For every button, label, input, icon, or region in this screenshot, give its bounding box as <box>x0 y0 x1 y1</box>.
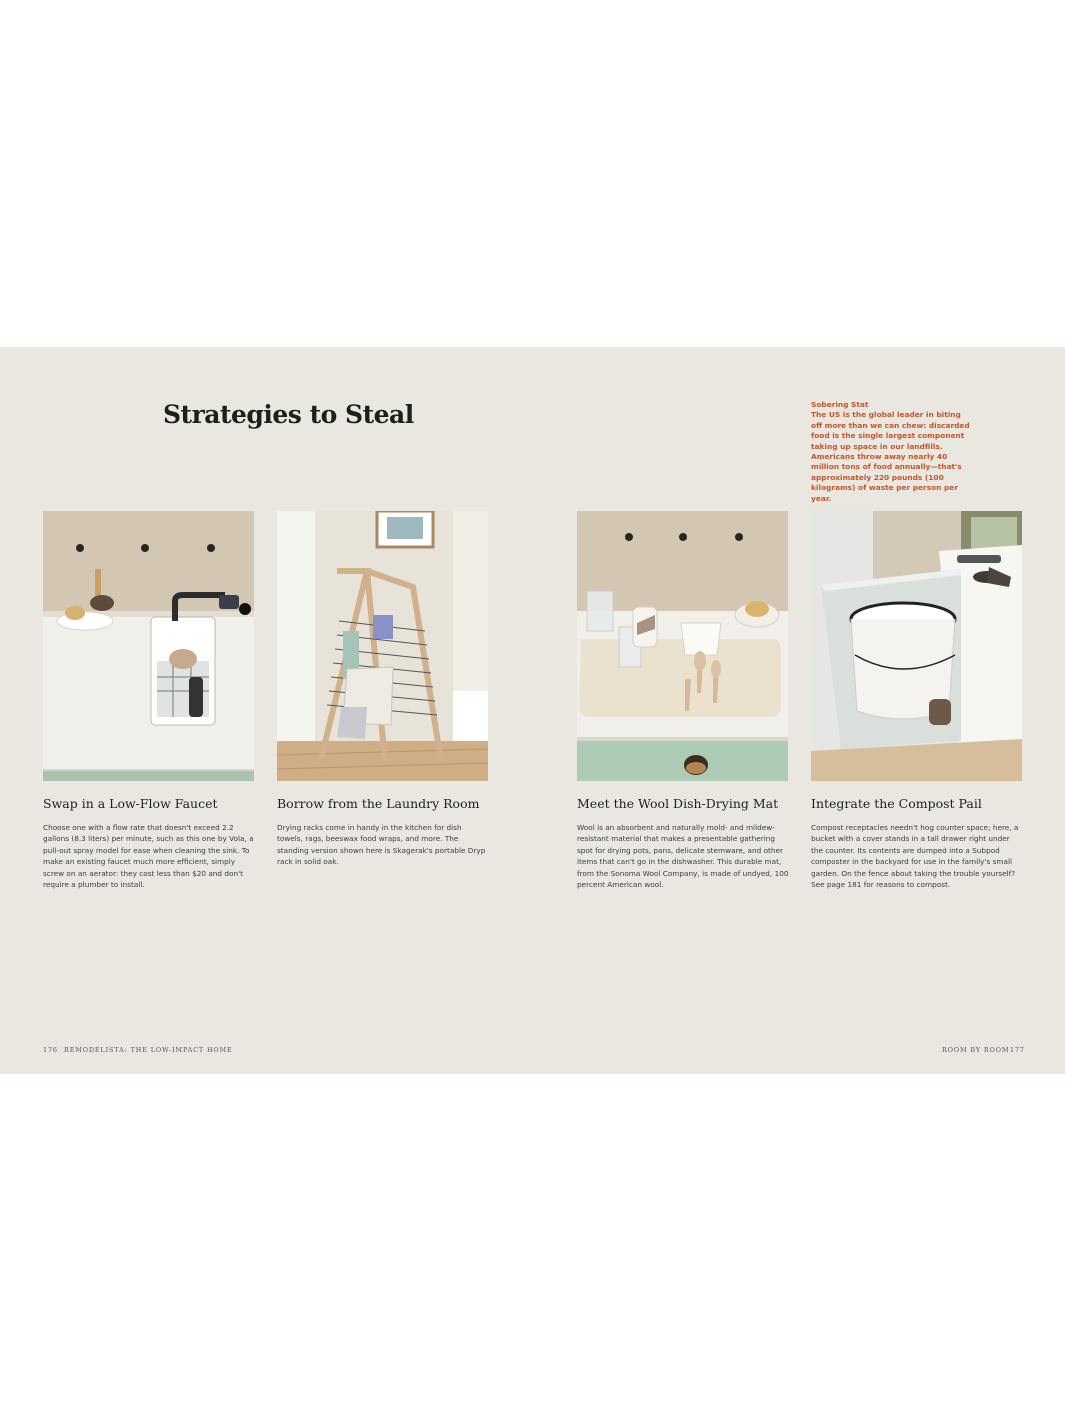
running-head-left: REMODELISTA: THE LOW-IMPACT HOME <box>64 1046 233 1054</box>
photo-faucet <box>43 511 254 781</box>
sidebar-stat <box>811 400 971 504</box>
photo-drying-rack <box>277 511 488 781</box>
card-title-wool-mat: Meet the Wool Dish-Drying Mat <box>577 796 779 811</box>
book-spread <box>0 347 1065 1074</box>
page-number-left: 176 <box>43 1046 58 1054</box>
card-text-laundry: Drying racks come in handy in the kitchen for dish towels, rags, beeswax food wraps, and more. The standing version shown here is Skagerak's portable Dryp rack in solid oak. <box>277 823 486 867</box>
stat-heading: Sobering Stat <box>811 400 869 409</box>
photo-compost-pail <box>811 511 1022 781</box>
page-title: Strategies to Steal <box>163 400 414 429</box>
card-text-wool-mat: Wool is an absorbent and naturally mold- and mildew-resistant material that makes a presentable gathering spot for drying pots, pans, delicate stemware, and other items that can't go in the dishwasher. This durable mat, from the Sonoma Wool Company, is made of undyed, 100 percent American wool. <box>577 823 789 890</box>
card-text-compost: Compost receptacles needn't hog counter space; here, a bucket with a cover stands in a tall drawer right under the counter. Its contents are dumped into a Subpod composter in the backyard for use in the family's small garden. On the fence about taking the trouble yourself? See page 181 for reasons to compost. <box>811 823 1019 890</box>
photo-wool-mat <box>577 511 788 781</box>
card-title-laundry: Borrow from the Laundry Room <box>277 796 480 811</box>
card-text-faucet: Choose one with a flow rate that doesn't exceed 2.2 gallons (8.3 liters) per minute, such as this one by Vola, a pull-out spray model for ease when cleaning the sink. To make an existing faucet much more efficient, simply screw on an aerator: they cost less than $20 and don't require a plumber to install. <box>43 823 254 890</box>
card-title-compost: Integrate the Compost Pail <box>811 796 982 811</box>
running-head-right: ROOM BY ROOM <box>942 1046 1010 1054</box>
stat-text: The US is the global leader in biting off more than we can chew: discarded food is the single largest component taking up space in our landfills. Americans throw away nearly 40 million tons of food annually—that's approximately 220 pounds (100 kilograms) of waste per person per year. <box>811 410 970 503</box>
page-number-right: 177 <box>1010 1046 1025 1054</box>
card-title-faucet: Swap in a Low-Flow Faucet <box>43 796 218 811</box>
